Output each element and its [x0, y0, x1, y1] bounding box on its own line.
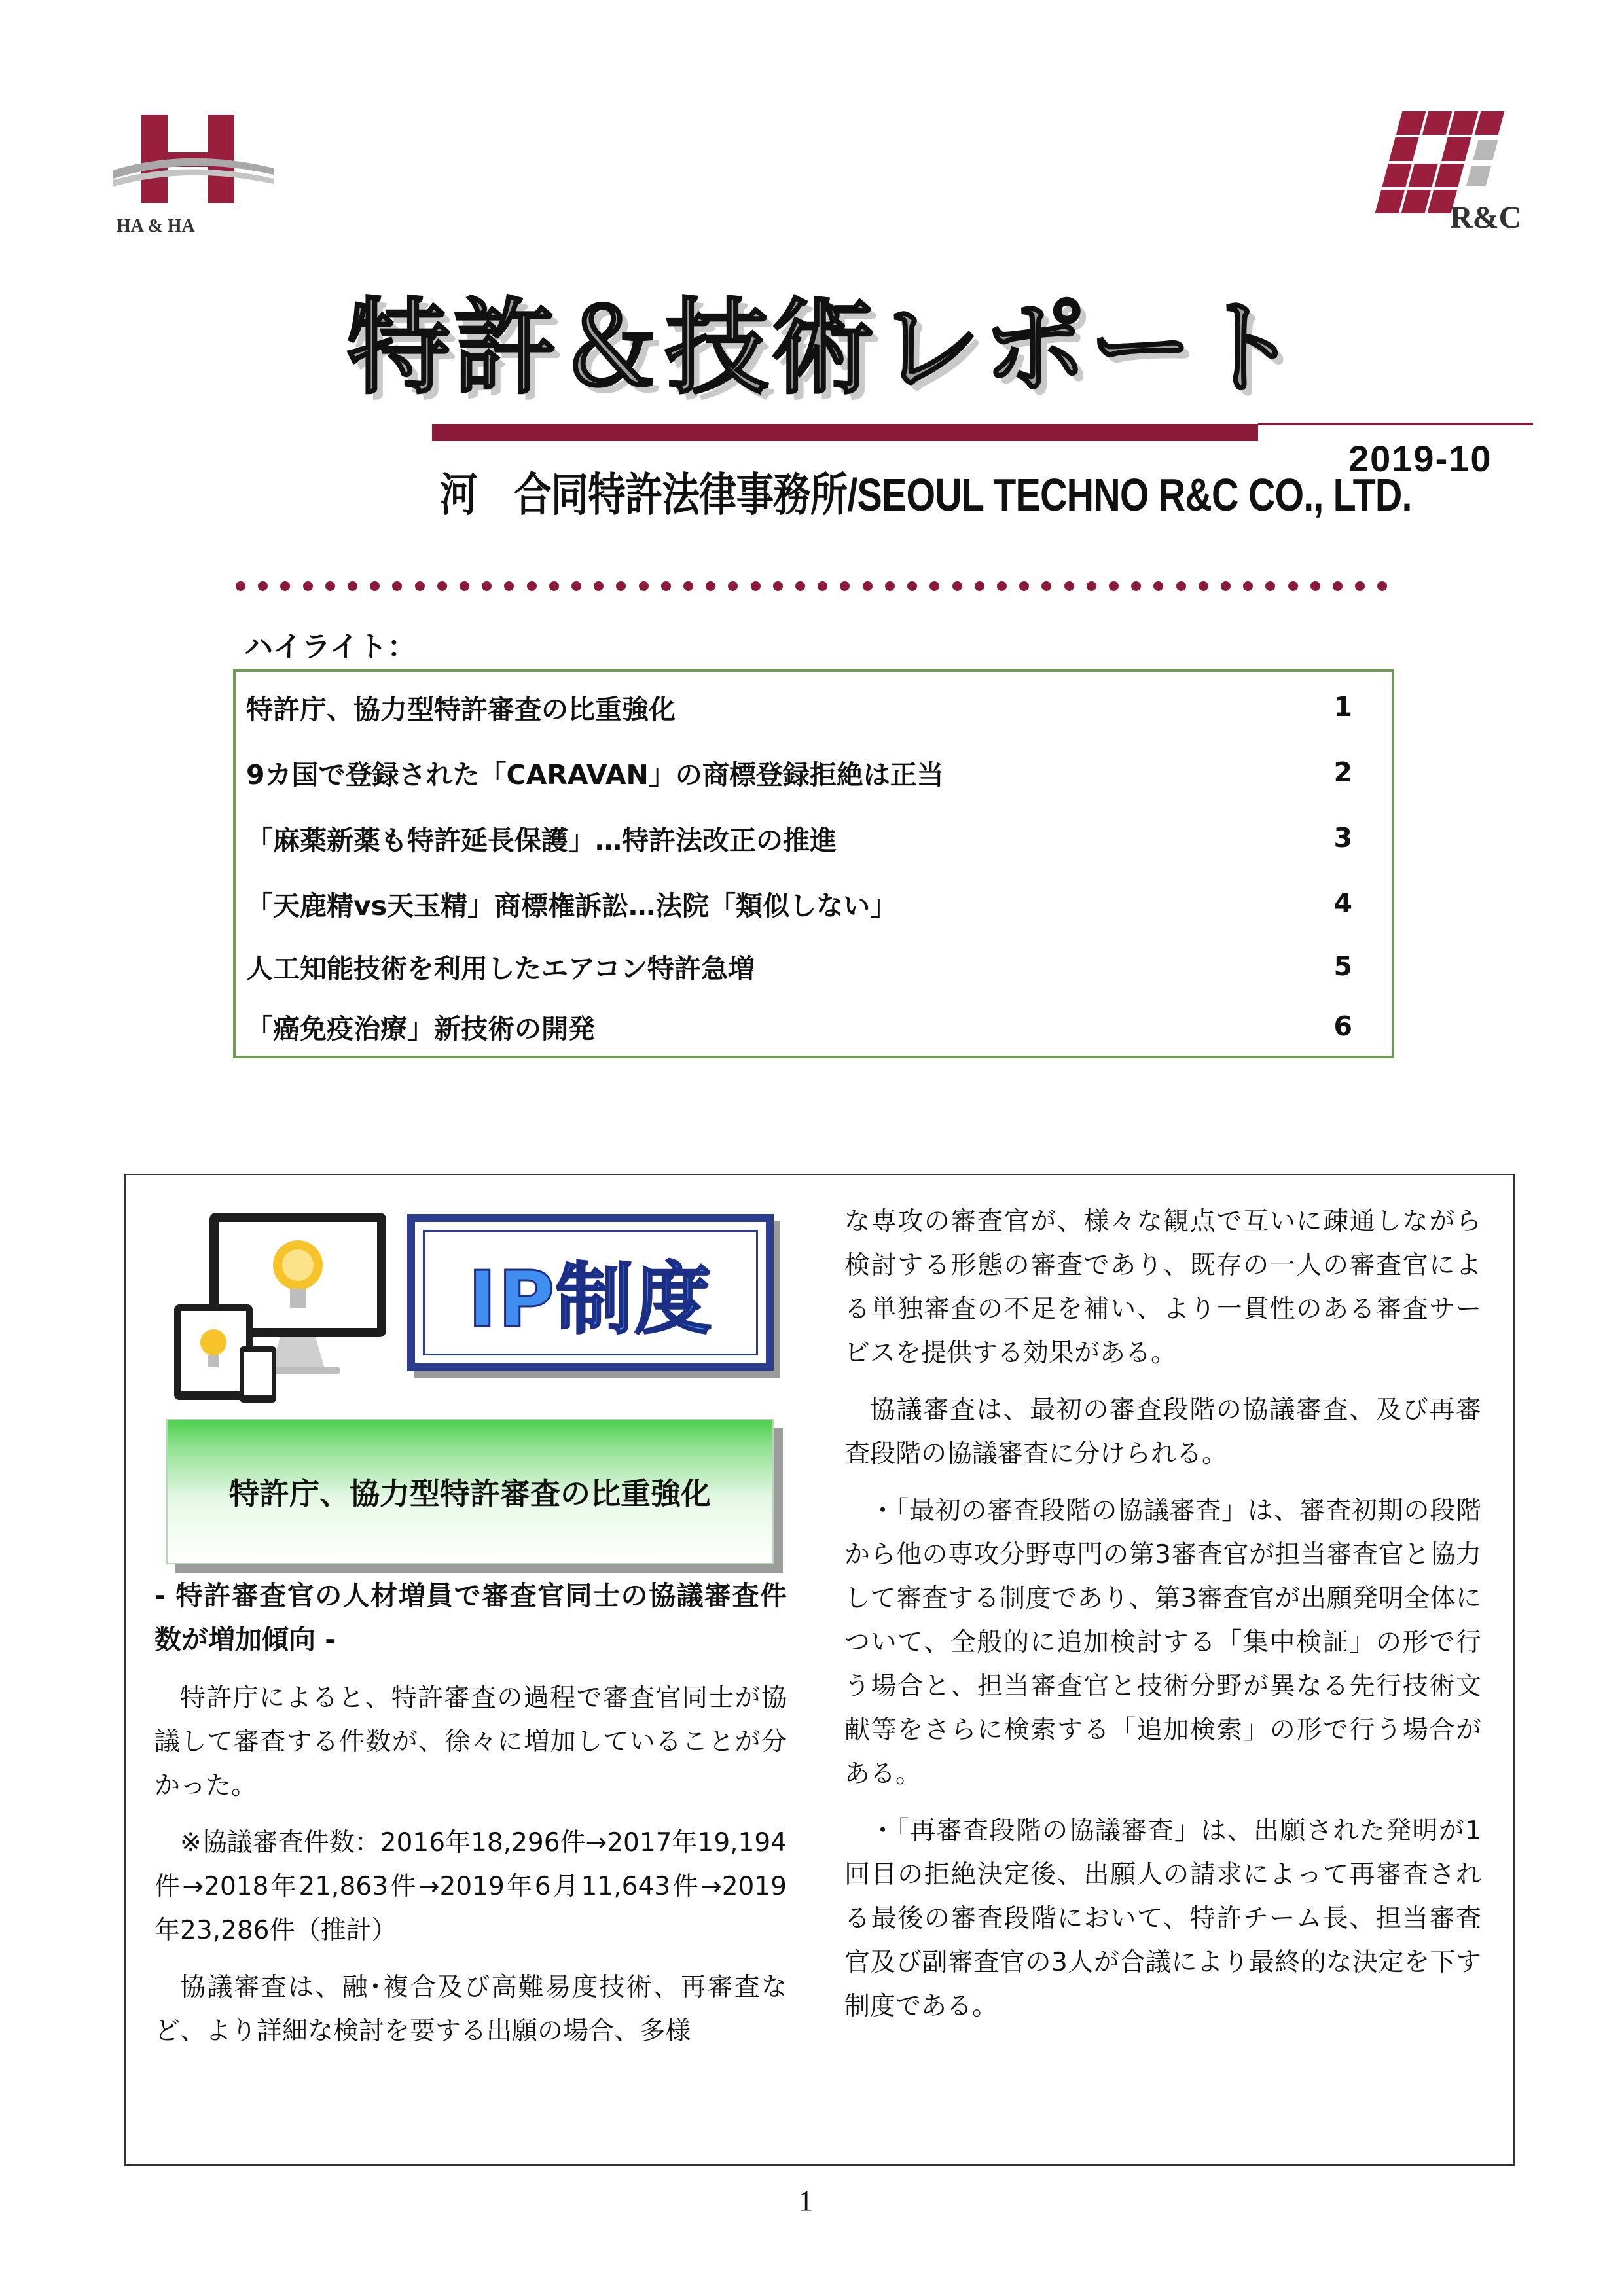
- separator-dot: [504, 581, 514, 591]
- highlight-title: 「天鹿精vs天玉精」商標権訴訟…法院「類似しない」: [246, 889, 897, 922]
- highlight-title: 「癌免疫治療」新技術の開発: [246, 1013, 595, 1045]
- article-paragraph: ※協議審査件数：2016年18,296件→2017年19,194件→2018年21,863件→2019年6月11,643件→2019年23,286件（推計）: [154, 1828, 787, 1945]
- separator-dot: [683, 581, 693, 591]
- report-title: 特許＆技術レポート: [347, 288, 1301, 408]
- separator-dot: [460, 581, 469, 591]
- highlight-title: 「麻薬新薬も特許延長保護」…特許法改正の推進: [246, 824, 837, 856]
- highlight-item[interactable]: [246, 818, 1352, 857]
- separator-dot: [795, 581, 805, 591]
- page-number: 1: [799, 2185, 813, 2217]
- separator-dot: [348, 581, 357, 591]
- separator-dot: [1153, 581, 1163, 591]
- highlight-page: 5: [1333, 950, 1352, 982]
- highlight-item[interactable]: [246, 884, 1352, 923]
- separator-dot: [325, 581, 335, 591]
- highlight-page: 1: [1333, 691, 1352, 723]
- separator-dot: [661, 581, 671, 591]
- separator-dot: [1310, 581, 1320, 591]
- separator-dot: [639, 581, 649, 591]
- highlight-title: 特許庁、協力型特許審査の比重強化: [246, 693, 676, 725]
- separator-dot: [370, 581, 380, 591]
- highlight-page: 3: [1333, 822, 1352, 853]
- ha-ha-logo: [110, 108, 277, 232]
- separator-dot: [1199, 581, 1208, 591]
- ha-ha-logo-text: HA & HA: [117, 216, 195, 236]
- separator-dot: [952, 581, 962, 591]
- ip-category-label: IP制度: [467, 1254, 713, 1344]
- separator-dot: [594, 581, 604, 591]
- separator-dot: [571, 581, 581, 591]
- separator-dot: [728, 581, 738, 591]
- separator-dot: [863, 581, 873, 591]
- title-underline-bar: [432, 424, 1258, 441]
- highlight-item[interactable]: [246, 753, 1352, 792]
- separator-dot: [1265, 581, 1275, 591]
- separator-dot: [751, 581, 761, 591]
- article-heading: 特許庁、協力型特許審査の比重強化: [229, 1476, 711, 1511]
- highlight-page: 4: [1333, 888, 1352, 919]
- separator-dot: [1176, 581, 1186, 591]
- separator-dot: [997, 581, 1007, 591]
- seoul-techno-logo-text: R&C: [1450, 200, 1522, 235]
- article-paragraph: 協議審査は、最初の審査段階の協議審査、及び再審査段階の協議審査に分けられる。: [844, 1395, 1481, 1469]
- separator-dot: [1288, 581, 1298, 591]
- separator-dot: [1019, 581, 1029, 591]
- article-paragraph: 協議審査は、融･複合及び高難易度技術、再審査など、より詳細な検討を要する出願の場合、多様: [154, 1973, 787, 2046]
- separator-dot: [1355, 581, 1365, 591]
- separator-dot: [1064, 581, 1074, 591]
- highlight-item[interactable]: [246, 687, 1352, 726]
- article-subtitle: - 特許審査官の人材増員で審査官同士の協議審査件数が増加傾向 -: [154, 1580, 787, 1655]
- highlight-page: 2: [1333, 757, 1352, 788]
- separator-dot: [482, 581, 492, 591]
- separator-dot: [437, 581, 447, 591]
- article-right-column: [844, 1200, 1481, 2041]
- article-paragraph: な専攻の審査官が、様々な観点で互いに疎通しながら検討する形態の審査であり、既存の一人の審査官による単独審査の不足を補い、より一貫性のある審査サービスを提供する効果がある。: [844, 1207, 1481, 1368]
- separator-dot: [1333, 581, 1343, 591]
- separator-dot: [840, 581, 850, 591]
- separator-dot: [907, 581, 917, 591]
- separator-dot: [527, 581, 537, 591]
- devices-lightbulb-icon: [169, 1208, 398, 1410]
- separator-dot: [885, 581, 895, 591]
- article-paragraph: ・「再審査段階の協議審査」は、出願された発明が1回目の拒絶決定後、出願人の請求によって再審査される最後の審査段階において、特許チーム長、担当審査官及び副審査官の3人が合議により最終的な決定を下す制度である。: [844, 1816, 1481, 2021]
- separator-dot: [1131, 581, 1141, 591]
- firm-name: 河 合同特許法律事務所/SEOUL TECHNO R&C CO., LTD.: [440, 469, 1412, 520]
- separator-dot: [706, 581, 715, 591]
- separator-dot: [258, 581, 268, 591]
- title-underline-thin: [1258, 423, 1533, 425]
- separator-dot: [929, 581, 939, 591]
- separator-dot: [1243, 581, 1253, 591]
- separator-dot: [280, 581, 290, 591]
- highlights-table: [233, 669, 1394, 1058]
- separator-dot: [415, 581, 425, 591]
- highlight-title: 9カ国で登録された「CARAVAN」の商標登録拒絶は正当: [246, 759, 944, 791]
- highlight-title: 人工知能技術を利用したエアコン特許急増: [246, 952, 755, 984]
- separator-dot: [392, 581, 402, 591]
- separator-dot: [773, 581, 783, 591]
- article-heading-banner: [166, 1419, 774, 1564]
- separator-dot: [1109, 581, 1119, 591]
- ip-category-badge-frame: [423, 1230, 758, 1355]
- separator-dot: [975, 581, 984, 591]
- separator-dot: [549, 581, 559, 591]
- article-paragraph: ・「最初の審査段階の協議審査」は、審査初期の段階から他の専攻分野専門の第3審査官が担当審査官と協力して審査する制度であり、第3審査官が出願発明全体について、全般的に追加検討する「集中検証」の形で行う場合と、担当審査官と技術分野が異なる先行技術文献等をさらに検索する「追加検索」の形で行う場合がある。: [844, 1496, 1481, 1789]
- highlight-item[interactable]: [246, 1007, 1352, 1046]
- highlight-page: 6: [1333, 1011, 1352, 1042]
- highlights-heading: ハイライト：: [244, 630, 416, 664]
- dotted-separator: [236, 581, 1388, 594]
- ip-category-badge: [407, 1214, 774, 1371]
- separator-dot: [1041, 581, 1051, 591]
- separator-dot: [818, 581, 827, 591]
- separator-dot: [303, 581, 313, 591]
- issue-date: 2019-10: [1348, 438, 1492, 479]
- separator-dot: [1087, 581, 1096, 591]
- article-paragraph: 特許庁によると、特許審査の過程で審査官同士が協議して審査する件数が、徐々に増加していることが分かった。: [154, 1683, 787, 1801]
- separator-dot: [616, 581, 626, 591]
- separator-dot: [1221, 581, 1231, 591]
- separator-dot: [236, 581, 245, 591]
- article-left-column: [154, 1574, 787, 2066]
- highlight-item[interactable]: [246, 946, 1352, 986]
- separator-dot: [1377, 581, 1387, 591]
